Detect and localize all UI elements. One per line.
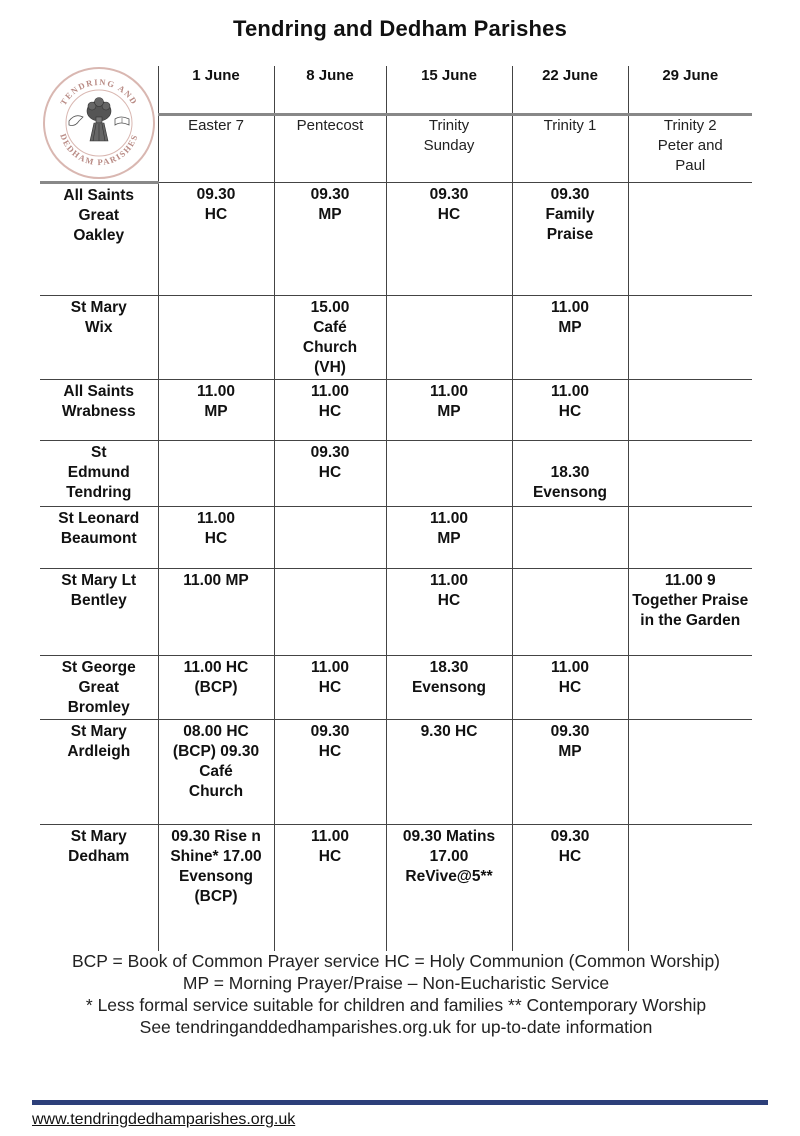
service-cell <box>628 507 752 569</box>
service-cell: 11.00 MP <box>158 380 274 441</box>
service-cell: 09.30 MP <box>274 183 386 296</box>
church-row <box>40 825 752 951</box>
service-cell <box>628 380 752 441</box>
service-cell <box>628 441 752 507</box>
service-cell: 11.00 HC <box>158 507 274 569</box>
date-header: 29 June <box>628 66 752 115</box>
church-row <box>40 380 752 441</box>
season-cell: Trinity 2 Peter and Paul <box>628 115 752 183</box>
church-row <box>40 720 752 825</box>
service-cell: 11.00 HC <box>512 656 628 720</box>
service-cell <box>628 825 752 951</box>
service-cell: 11.00 MP <box>386 380 512 441</box>
service-cell: 11.00 HC <box>274 825 386 951</box>
service-cell <box>386 441 512 507</box>
service-cell: 11.00 HC <box>274 656 386 720</box>
legend-line: See tendringanddedhamparishes.org.uk for up-to-date information <box>139 1017 653 1037</box>
legend-line: MP = Morning Prayer/Praise – Non-Eucharistic Service <box>182 973 610 993</box>
church-row <box>40 183 752 296</box>
church-name: St Leonard Beaumont <box>40 507 158 569</box>
church-name: All Saints Great Oakley <box>40 183 158 296</box>
service-cell: 11.00 HC (BCP) <box>158 656 274 720</box>
date-header: 22 June <box>512 66 628 115</box>
service-schedule-table <box>40 66 752 951</box>
legend-notes <box>40 950 752 1038</box>
service-cell <box>274 569 386 656</box>
service-cell <box>628 720 752 825</box>
church-name: St Mary Wix <box>40 296 158 380</box>
service-cell <box>274 507 386 569</box>
service-cell: 09.30 HC <box>512 825 628 951</box>
season-cell: Easter 7 <box>158 115 274 183</box>
church-name: St Edmund Tendring <box>40 441 158 507</box>
service-cell: 18.30 Evensong <box>512 441 628 507</box>
footer-rule <box>32 1100 768 1105</box>
service-cell: 09.30 Family Praise <box>512 183 628 296</box>
service-cell: 09.30 Rise n Shine* 17.00 Evensong (BCP) <box>158 825 274 951</box>
church-row <box>40 569 752 656</box>
church-row <box>40 507 752 569</box>
service-cell: 9.30 HC <box>386 720 512 825</box>
service-cell: 15.00 Café Church (VH) <box>274 296 386 380</box>
church-name: St Mary Lt Bentley <box>40 569 158 656</box>
church-row <box>40 441 752 507</box>
season-cell: Trinity 1 <box>512 115 628 183</box>
date-header: 8 June <box>274 66 386 115</box>
legend-line: BCP = Book of Common Prayer service HC = Holy Communion (Common Worship) <box>71 951 721 971</box>
service-cell: 11.00 9 Together Praise in the Garden <box>628 569 752 656</box>
date-header: 15 June <box>386 66 512 115</box>
service-cell: 09.30 HC <box>274 720 386 825</box>
season-cell: Trinity Sunday <box>386 115 512 183</box>
website-link[interactable]: www.tendringdedhamparishes.org.uk <box>32 1111 296 1128</box>
service-cell <box>628 296 752 380</box>
service-cell <box>628 656 752 720</box>
legend-line: * Less formal service suitable for children and families ** Contemporary Worship <box>85 995 707 1015</box>
logo-bottom-text: DEDHAM PARISHES <box>57 132 140 168</box>
page-title: Tendring and Dedham Parishes <box>232 16 568 41</box>
service-cell: 09.30 HC <box>274 441 386 507</box>
church-name: All Saints Wrabness <box>40 380 158 441</box>
church-name: St Mary Dedham <box>40 825 158 951</box>
church-name: St George Great Bromley <box>40 656 158 720</box>
logo-top-text: TENDRING AND <box>57 76 140 107</box>
service-cell: 11.00 MP <box>386 507 512 569</box>
service-cell <box>158 296 274 380</box>
service-cell <box>386 296 512 380</box>
service-cell <box>628 183 752 296</box>
service-cell <box>158 441 274 507</box>
date-header-row <box>40 66 752 115</box>
season-cell: Pentecost <box>274 115 386 183</box>
church-row <box>40 656 752 720</box>
service-cell: 09.30 HC <box>158 183 274 296</box>
service-cell: 11.00 HC <box>274 380 386 441</box>
service-cell: 11.00 HC <box>386 569 512 656</box>
date-header: 1 June <box>158 66 274 115</box>
church-row <box>40 296 752 380</box>
service-cell <box>512 507 628 569</box>
service-cell: 11.00 MP <box>158 569 274 656</box>
service-cell: 09.30 MP <box>512 720 628 825</box>
service-cell: 11.00 MP <box>512 296 628 380</box>
service-cell <box>512 569 628 656</box>
wheat-sheaf-icon <box>45 69 153 177</box>
logo-cell <box>40 66 158 183</box>
church-name: St Mary Ardleigh <box>40 720 158 825</box>
service-cell: 08.00 HC (BCP) 09.30 Café Church <box>158 720 274 825</box>
service-cell: 18.30 Evensong <box>386 656 512 720</box>
parish-logo <box>43 67 155 179</box>
service-cell: 11.00 HC <box>512 380 628 441</box>
service-cell: 09.30 Matins 17.00 ReVive@5** <box>386 825 512 951</box>
service-cell: 09.30 HC <box>386 183 512 296</box>
